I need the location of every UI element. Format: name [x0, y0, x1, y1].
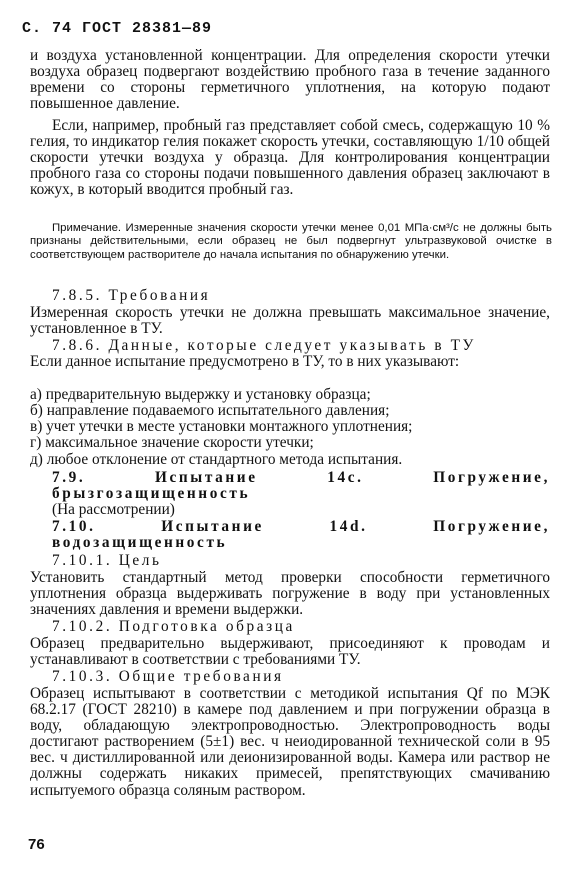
section-7-8-6-title: 7.8.6. Данные, которые следует указывать в ТУ [52, 337, 476, 354]
page-number: 76 [28, 836, 45, 853]
page-header: С. 74 ГОСТ 28381—89 [22, 20, 213, 37]
section-7-9-subtitle: (На рассмотрении) [52, 501, 175, 518]
section-7-10-1-title: 7.10.1. Цель [52, 552, 162, 569]
section-7-10-title: 7.10. Испытание 14d. Погружение, водозащищенность [52, 518, 550, 552]
section-7-9-title: 7.9. Испытание 14с. Погружение, брызгозащищенность [52, 469, 550, 503]
section-7-10-1-text: Установить стандартный метод проверки способности герметичного уплотнения образца выдерживать погружение в воду при установленных значениях давления и времени выдержки. [30, 569, 550, 619]
section-7-10-2-title: 7.10.2. Подготовка образца [52, 618, 295, 635]
paragraph-leak-test: и воздуха установленной концентрации. Для определения скорости утечки воздуха образец подвергают воздействию пробного газа в течение заданного времени со стороны герметичного уплотнения, на которую подают повышенное давление. [30, 47, 550, 113]
list-item-c: в) учет утечки в месте установки монтажного уплотнения; [30, 418, 413, 435]
note-measurement: Примечание. Измеренные значения скорости утечки менее 0,01 МПа·см³/с не должны быть признаны действительными, если образец не был подвергнут ультразвуковой очистке в соответствующем растворителе до начала испытания по обнаружению утечки. [30, 222, 552, 261]
section-7-10-2-text: Образец предварительно выдерживают, присоединяют к проводам и устанавливают в соответствии с требованиями ТУ. [30, 635, 550, 669]
section-7-8-6-text: Если данное испытание предусмотрено в ТУ, то в них указывают: [30, 353, 460, 370]
section-7-8-5-text: Измеренная скорость утечки не должна превышать максимальное значение, установленное в ТУ. [30, 304, 550, 338]
list-item-b: б) направление подаваемого испытательного давления; [30, 402, 390, 419]
section-7-8-5-title: 7.8.5. Требования [52, 287, 211, 304]
list-item-a: а) предварительную выдержку и установку образца; [30, 386, 371, 403]
paragraph-test-gas: Если, например, пробный газ представляет собой смесь, содержащую 10 % гелия, то индикатор гелия покажет скорость утечки, составляющую 1/10 общей скорости утечки воздуха у образца. Для контролирования концентрации пробного газа со стороны подачи повышенного давления образец заключают в кожух, в который вводится пробный газ. [30, 117, 550, 199]
list-item-e: д) любое отклонение от стандартного метода испытания. [30, 451, 403, 468]
section-7-10-3-text: Образец испытывают в соответствии с методикой испытания Qf по МЭК 68.2.17 (ГОСТ 28210) в камере под давлением и при погружении образца в воду, обладающую электропроводностью. Электропроводность воды достигают растворением (5±1) вес. ч неиодированной технической соли в 95 вес. ч дистиллированной или деионизированной воды. Камера или раствор не должны содержать никаких примесей, препятствующих смачиванию испытуемого образца соляным раствором. [30, 685, 550, 799]
list-item-d: г) максимальное значение скорости утечки; [30, 434, 314, 451]
section-7-10-3-title: 7.10.3. Общие требования [52, 668, 284, 685]
